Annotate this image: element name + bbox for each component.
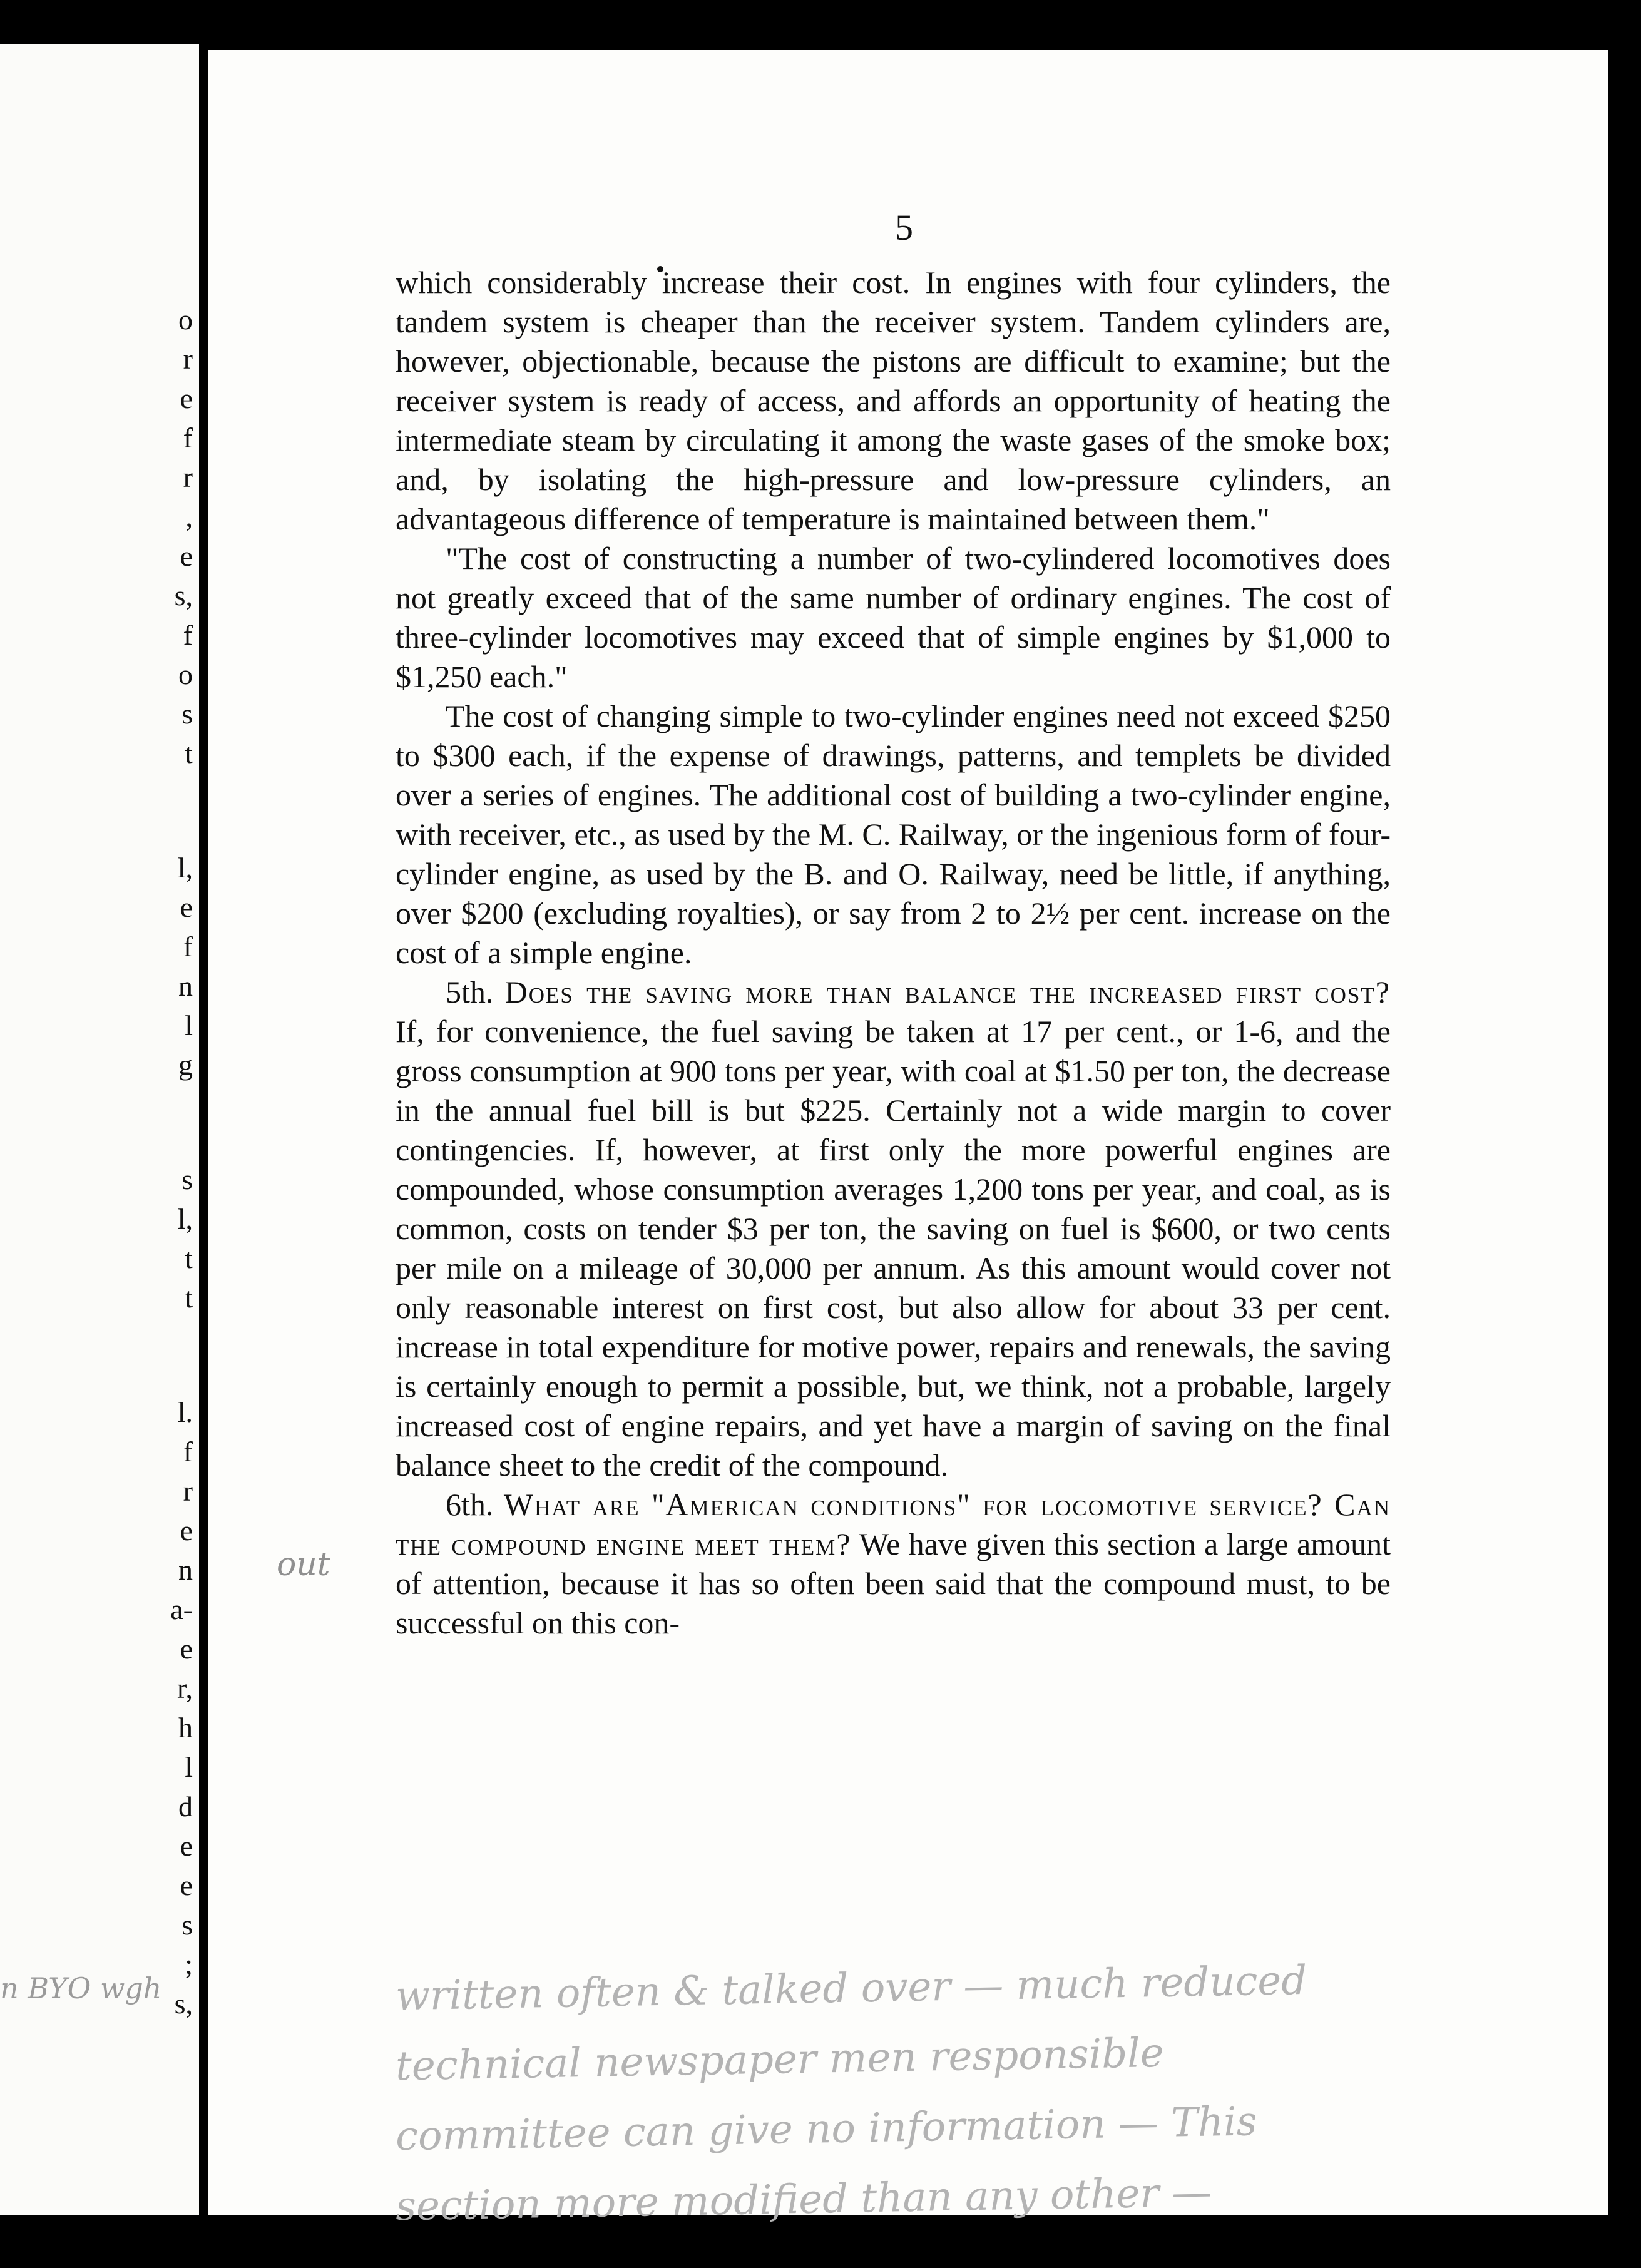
handwritten-annotation xyxy=(396,1953,1422,2233)
section-fifth-heading: Does the saving more than balance the increased first cost? xyxy=(504,974,1391,1009)
left-edge-letter: t xyxy=(185,1282,193,1314)
left-edge-letter: n xyxy=(178,970,193,1002)
left-edge-letter: f xyxy=(183,1436,193,1468)
handwritten-line: written often & talked over — much reduced xyxy=(395,1957,1307,2020)
page-number: 5 xyxy=(895,207,913,248)
handwritten-line: committee can give no information — This xyxy=(395,2098,1257,2160)
left-edge-letter: s xyxy=(181,1163,193,1195)
left-edge-letter: l xyxy=(185,1009,193,1041)
handwritten-line: technical newspaper men responsible xyxy=(395,2030,1165,2090)
left-edge-letter: l xyxy=(185,1751,193,1783)
left-edge-letter: r xyxy=(183,1475,193,1507)
body-text xyxy=(396,263,1391,1643)
left-edge-letter: o xyxy=(178,304,193,335)
left-edge-letter: r, xyxy=(177,1672,193,1704)
left-edge-letter: s xyxy=(181,698,193,730)
left-edge-letter xyxy=(155,1085,193,1160)
left-edge-letter: s, xyxy=(174,1988,193,2020)
left-edge-letter: d xyxy=(178,1790,193,1822)
left-handwritten-note: n BYO wgh xyxy=(0,1971,162,2005)
section-sixth xyxy=(396,1485,1391,1643)
left-edge-letter: a- xyxy=(170,1593,193,1625)
section-sixth-label: 6th. xyxy=(446,1487,494,1522)
left-edge-letter: h xyxy=(178,1712,193,1744)
left-edge-letter: g xyxy=(178,1049,193,1081)
left-edge-letter: t xyxy=(185,737,193,769)
left-edge-letter: e xyxy=(180,1633,193,1665)
left-edge-letter: l. xyxy=(177,1396,193,1428)
left-edge-letter: e xyxy=(180,1515,193,1546)
left-edge-letter: , xyxy=(185,501,193,533)
section-sixth-body: We have given this section a large amount of attention, because it has so often been said that the compound must, to be successful on this con- xyxy=(396,1526,1391,1640)
section-fifth xyxy=(396,973,1391,1485)
left-edge-letter: l, xyxy=(177,1203,193,1235)
left-edge-letter: f xyxy=(183,422,193,454)
left-edge-letter: t xyxy=(185,1242,193,1274)
left-page-edge-text xyxy=(155,300,193,2024)
left-edge-letter: l, xyxy=(177,852,193,884)
left-edge-letter xyxy=(155,774,193,849)
section-fifth-body: If, for convenience, the fuel saving be taken at 17 per cent., or 1-6, and the gross consumption at 900 tons per year, with coal at $1.50 per ton, the decrease in the annual fuel bill is but $225. Certainly not a wide margin to cover contingencies. If, however, at first only the more powerful engines are compounded, whose consumption averages 1,200 tons per year, and coal, as is common, costs on tender $3 per ton, the saving on fuel is $600, or two cents per mile on a mileage of 30,000 per annum. As this amount would cover not only reasonable interest on first cost, but also allow for about 33 per cent. increase in total expenditure for motive power, repairs and renewals, the saving is certainly enough to permit a possible, but, we think, not a probable, largely increased cost of engine repairs, and yet have a margin of saving on the final balance sheet to the credit of the compound. xyxy=(396,1014,1391,1483)
section-sixth-heading: What are "American conditions" for locomotive service? Can the compound engine meet them? xyxy=(396,1487,1391,1561)
paragraph-continuation: which considerably increase their cost. In engines with four cylinders, the tandem system is cheaper than the receiver system. Tandem cylinders are, however, objectionable, because the pistons are difficult to examine; but the receiver system is ready of access, and affords an opportunity of heating the intermediate steam by circulating it among the waste gases of the smoke box; and, by isolating the high-pressure and low-pressure cylinders, an advantageous difference of temperature is maintained between them." xyxy=(396,265,1391,536)
paragraph-cost: The cost of changing simple to two-cylinder engines need not exceed $250 to $300 each, if the expense of drawings, patterns, and templets be divided over a series of engines. The additional cost of building a two-cylinder engine, with receiver, etc., as used by the M. C. Railway, or the ingenious form of four-cylinder engine, as used by the B. and O. Railway, need be little, if anything, over $200 (excluding royalties), or say from 2 to 2½ per cent. increase on the cost of a simple engine. xyxy=(396,698,1391,970)
left-edge-letter: o xyxy=(178,658,193,690)
left-edge-letter: r xyxy=(183,343,193,375)
left-edge-letter: s, xyxy=(174,580,193,611)
left-edge-letter: ; xyxy=(185,1948,193,1980)
handwritten-line: section more modified than any other — xyxy=(395,2169,1212,2230)
left-edge-letter: f xyxy=(183,619,193,651)
paragraph-quote: "The cost of constructing a number of two-cylindered locomotives does not greatly exceed that of the same number of ordinary engines. The cost of three-cylinder locomotives may exceed that of simple engines by $1,000 to $1,250 each." xyxy=(396,541,1391,694)
left-edge-letter: e xyxy=(180,382,193,414)
left-edge-letter xyxy=(155,1318,193,1393)
left-edge-letter: e xyxy=(180,540,193,572)
left-edge-letter: e xyxy=(180,891,193,923)
left-edge-letter: r xyxy=(183,461,193,493)
section-fifth-label: 5th. xyxy=(446,974,494,1009)
left-edge-letter: e xyxy=(180,1869,193,1901)
left-edge-letter: s xyxy=(181,1909,193,1941)
book-page xyxy=(208,50,1608,2230)
left-edge-letter: n xyxy=(178,1554,193,1586)
left-edge-letter: f xyxy=(183,931,193,963)
left-page-fragment xyxy=(0,44,199,2215)
margin-handwritten-note: out xyxy=(277,1546,330,1583)
left-edge-letter: e xyxy=(180,1830,193,1862)
